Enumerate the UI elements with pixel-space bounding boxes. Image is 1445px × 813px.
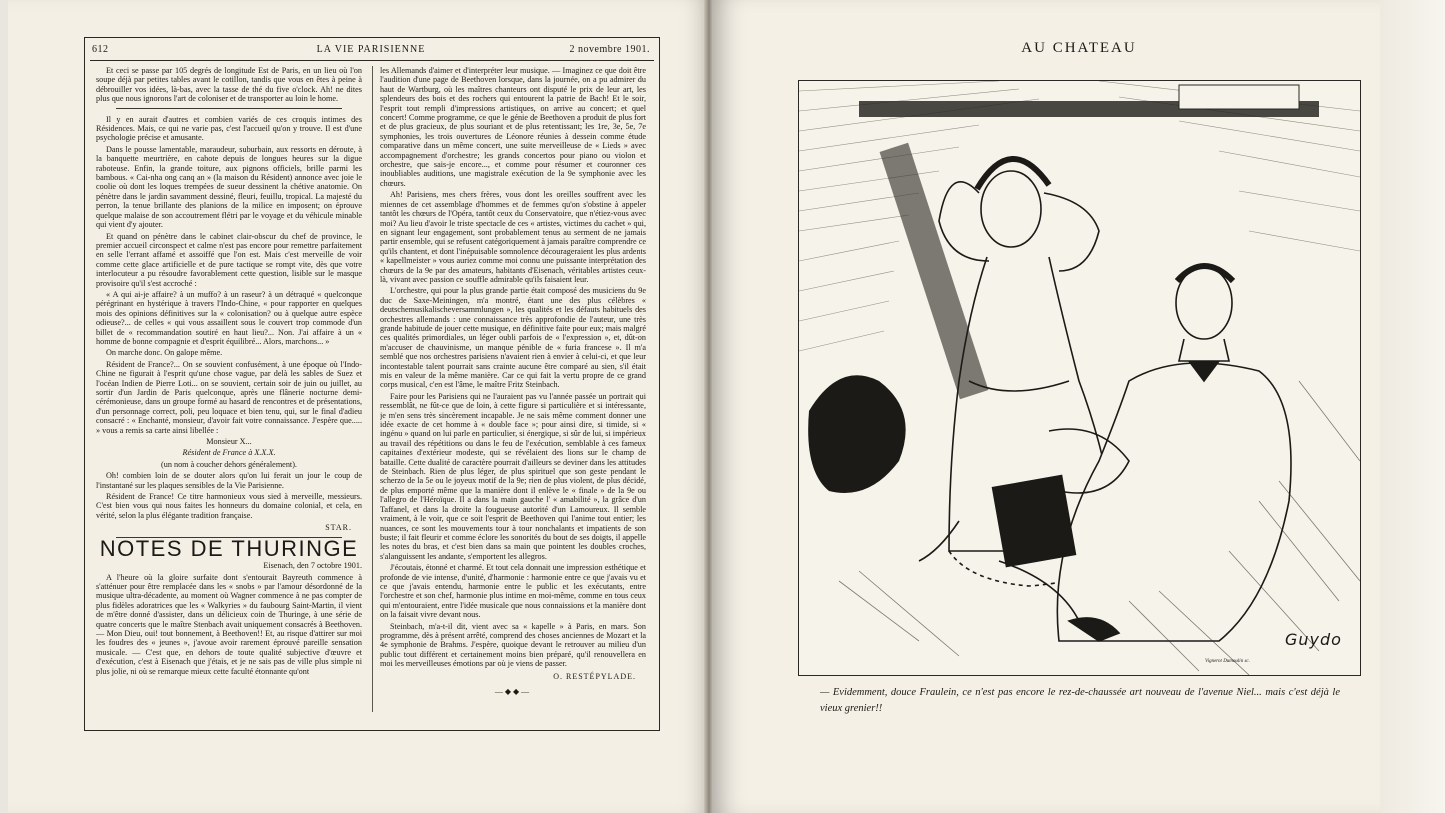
- illustration: [799, 81, 1360, 675]
- text-column-2: [380, 66, 646, 714]
- paragraph: On marche donc. On galope même.: [106, 348, 223, 358]
- page-edge: [1380, 0, 1445, 813]
- header-rule: [90, 60, 654, 61]
- plate-title: AU CHATEAU: [1021, 40, 1137, 56]
- paragraph: Résident de France! Ce titre harmonieux vous sied à merveille, messieurs. C'est bien vous qui nous faites les honneurs du domaine colonial, et cela, en vérité, selon la plus élégante tradition française.: [96, 492, 362, 520]
- section-separator: [116, 108, 342, 109]
- plate-caption: — Evidemment, douce Fraulein, ce n'est pas encore le rez-de-chaussée art nouveau de l'avenue Niel... mais c'est déjà le vieux grenier!!: [820, 687, 1340, 714]
- card-name: Monsieur X...: [206, 437, 252, 447]
- paragraph: les Allemands d'aimer et d'interpréter leur musique. — Imaginez ce que doit être l'audition d'une page de Beethoven lorsque, dans la journée, on a pu admirer du haut de Wartburg, où les maîtres chanteurs ont disputé le prix de leur art, les splendeurs des bois et des rochers qui entourent la patrie de Bach! Et le soir, l'esprit tout rempli d'impressions artistiques, on arrive au concert; et quel concert! Comme programme, ce que le génie de Beethoven a produit de plus fort et de plus gracieux, de plus souriant et de plus retentissant; les 1re, 3e, 5e, 7e symphonies, les trois ouvertures de Léonore réunies à dessein comme étude comparative dans un même concert, une suite merveilleuse de « Lieds » avec accompagnement d'orchestre; les grands concertos pour piano ou violon et orchestre, que sais-je encore..., et comme pour résumer et couronner ces inoubliables auditions, une magistrale exécution de la 9e symphonie avec les chœurs.: [380, 66, 646, 188]
- engraver-credit: Vignerot Dumoulin sc.: [1205, 659, 1250, 664]
- paragraph: Et quand on pénètre dans le cabinet clair-obscur du chef de province, le premier accueil circonspect et calme n'est pas encore pour remettre parfaitement en selle l'errant affamé et assoiffé que l'on est. Mais c'est merveille de voir comme cette glace artificielle et de pure tactique se rompt vite, dès que votre interlocuteur a pu résoudre favorablement cette question, lisible sur le masque provisoire qu'il s'est accroché :: [96, 231, 362, 288]
- page-number: 612: [92, 44, 109, 55]
- illustration-frame: [798, 80, 1361, 676]
- quote-paragraph: « A qui ai-je affaire? à un muffo? à un raseur? à un détraqué « quelconque pérégrinant en hystérique à travers l'Indo-Chine, « pour rapporter en quelques mois des opinions définitives sur la « colonisation? ou à quelque autre espèce odieuse?... de celles « qui vous assaillent sous le couvert trop commode d'un billet de « recommandation soutiré en haut lieu?... Non. J'ai affaire à un « homme de bonne compagnie et d'esprit équilibré... Alors, marchons... »: [96, 289, 362, 346]
- paragraph: Et ceci se passe par 105 degrés de longitude Est de Paris, en un lieu où l'on soupe déjà par petites tables avant le cotillon, tandis que vous en êtes à peine à débrouiller vos idées, là-bas, avec la tasse de thé du five o'clock. Ah! ne dites plus que nous ignorons l'art de coloniser et de transporter au loin le home.: [96, 66, 362, 104]
- paragraph: Oh! combien loin de se douter alors qu'on lui ferait un jour le coup de l'instantané sur les plaques sensibles de la Vie Parisienne.: [96, 471, 362, 490]
- paragraph: Il y en aurait d'autres et combien variés de ces croquis intimes des Résidences. Mais, ce qui ne varie pas, c'est l'accueil qu'on y trouve. Il est d'une psychologie précise et amusante.: [96, 114, 362, 143]
- signature-author: O. RESTÉPYLADE.: [553, 671, 636, 681]
- card-title: Résident de France à X.X.X.: [182, 448, 276, 458]
- notes-dateline: Eisenach, den 7 octobre 1901.: [263, 561, 362, 571]
- paragraph: A l'heure où la gloire surfaite dont s'entourait Bayreuth commence à s'atténuer pour être remplacée dans les « snobs » par l'amour désordonné de la musique ultra-décadente, au moment où Wagner commence à ne pas compter de plus fidèles adoratrices que les « Walkyries » du faubourg Saint-Martin, il vient de m'être donné d'assister, dans un délicieux coin de Thuringe, à une série de quatre concerts que le maître Stenbach avait uniquement consacrés à Beethoven. — Mon Dieu, oui! tout bonnement, à Beethoven!! Et, au risque d'attirer sur moi les foudres des « jeunes », j'avoue avoir rarement éprouvé pareille sensation musicale. — C'est que, en dehors de toute qualité subjective d'œuvre et d'exécution, c'est à Eisenach que j'étais, et je ne sais pas de ville plus simple ni plus jolie, ni où se remarque mieux cette faculté étonnante qu'ont: [96, 572, 362, 676]
- issue-date: 2 novembre 1901.: [569, 44, 650, 55]
- running-head: [92, 44, 650, 60]
- card-note: (un nom à coucher dehors généralement).: [161, 459, 297, 469]
- paragraph: Steinbach, m'a-t-il dit, vient avec sa « kapelle » à Paris, en mars. Son programme, dès à présent arrêté, comprend des choses anciennes de Mozart et la 4e symphonie de Brahms. J'espère, quoique devant le retrouver au milieu d'un public tout différent et certainement moins bien préparé, qu'il renouvellera en moi les merveilleuses émotions par où je viens de passer.: [380, 621, 646, 669]
- paragraph: Dans le pousse lamentable, maraudeur, suburbain, aux ressorts en déroute, à la banquette meurtrière, en cahote depuis de longues heures sur la digue raboteuse. Enfin, la grande toiture, aux pignons officiels, brille parmi les bambous. « Cai-nha ong canq an » (la maison du Résident) annonce avec joie le coolie où dont les loques trempées de sueur dessinent la chétive anatomie. On pénètre dans le jardin savamment dessiné, fleuri, feuillu, tropical. La majesté du perron, la tenue brillante des planions de la milice en imposent; on éprouve quelque malaise de son accoutrement flétri par le voyage et du véhicule minable qui vient d'y ajouter.: [96, 144, 362, 230]
- signature-star: STAR.: [325, 523, 352, 533]
- paragraph: J'écoutais, étonné et charmé. Et tout cela donnait une impression esthétique et profonde de vie intense, d'unité, d'harmonie : harmonie entre ce que j'avais vu et ce que j'avais entendu, harmonie entre le public et les exécutants, entre l'orchestre et son chef, harmonie plus intime en moi-même, comme en tous ceux qui m'entouraient, entre l'idée musicale que nous connaissions et la manière dont on la faisait vivre devant nous.: [380, 563, 646, 620]
- running-title: LA VIE PARISIENNE: [316, 44, 426, 55]
- paragraph: Résident de France?... On se souvient confusément, à une époque où l'Indo-Chine ne figurait à l'esprit qu'une chose vague, par delà les sables de Suez et l'océan Indien de Pierre Loti... on se souvient, certain soir de juin ou juillet, au sortir d'un Jardin de Paris quelconque, après une flânerie nocturne demi-cérémonieuse, dans un groupe formé au hasard de rencontres et de présentations, d'un personnage correct, poli, peu loquace et bien tenu, qui, sur le final d'adieu consacré : « Enchanté, monsieur, d'avoir fait votre connaissance. J'espère que..... » vous a remis sa carte ainsi libellée :: [96, 359, 362, 435]
- paragraph: Ah! Parisiens, mes chers frères, vous dont les oreilles souffrent avec les miennes de cet assemblage d'hommes et de femmes qu'on s'obstine à appeler tantôt les chœurs de l'Opéra, tantôt ceux du Conservatoire, que n'étiez-vous avec moi? Au lieu d'avoir le triste spectacle de ces « artistes, victimes du cachet » qui, en signant leur engagement, sont probablement tenus au serment de ne jamais partir ensemble, qui se refusent catégoriquement à jamais paraître comprendre ce qu'ils chantent, et dont l'inépuisable somnolence décourageraient les plus ardents « kapellmeister » vous auriez comme moi connu une puissante interprétation des chœurs de la 9e par des amateurs, habitants d'Eisenach, véritables artistes ceux-là, vivant avec passion ce souffle admirable qu'ils faisaient leur.: [380, 190, 646, 284]
- artist-signature: Guydo: [1285, 630, 1342, 649]
- paragraph: Faire pour les Parisiens qui ne l'auraient pas vu l'année passée un portrait qui ressemblât, ne fût-ce que de loin, à cette figure si particulière et si intéressante, je m'en sens très sincèrement incapable. Je ne sais même comment donner une idée exacte de cet homme à « double face »; pour ainsi dire, si timide, si « ingénu » quand on lui parle en particulier, si énergique, si sûr de lui, si impérieux au travail des répétitions ou dans le feu de l'exécution, semblable à ces fameux capitaines d'extérieur modeste, qui se révélaient des lions sur le champ de bataille. Cette dualité de caractère pourrait d'ailleurs se deviner dans les attitudes de Steinbach. Rien de plus léger, de plus spirituel que son geste pendant le scherzo de la 5e ou le joyeux motif de la 9e; rien de plus violent, de plus décidé, de plus emporté même que la manière dont il enlève le « finale » de la 9e ou l'allegro de l'Héroïque. Il a dans la main gauche l' « amabilité », la grâce d'un Taffanel, et dans la droite la fougueuse autorité d'un Lamoureux. Il semble vraiment, à le voir, que ce soit l'esprit de Beethoven qui l'anime tout entier; les nuances, ce sont les mouvements tour à tour nonchalants et impatients de son buste; il fait fleurir et comme éclore les sonorités du bout de ses doigts, il appelle les notes du bras, et c'est bien dans sa main que pointent les doubles croches, s'alanguissent les andante, s'emportent les allegros.: [380, 391, 646, 561]
- window: [1179, 85, 1299, 109]
- end-ornament: —◆◆—: [494, 687, 532, 696]
- column-divider: [372, 66, 373, 712]
- notes-title: NOTES DE THURINGE: [99, 535, 359, 561]
- hatching-background: [799, 81, 1360, 351]
- dark-fabric: [808, 375, 906, 493]
- attic-beam: [880, 143, 989, 400]
- paragraph: L'orchestre, qui pour la plus grande partie était composé des musiciens du 9e duc de Saxe-Meiningen, m'a montré, étant une des plus célèbres « deutschemusikalischeversammlungen », les qualités et les défauts habituels des orchestres allemands : une connaissance très approfondie de l'auteur, une très grande habitude de jouer cette musique, en définitive faite pour eux; mais malgré ces qualités primordiales, un léger oubli parfois de « l'expression », et, dût-on m'accuser de chauvinisme, un manque pénible de « furia francese ». Il m'a semblé que nos orchestres parisiens n'avaient rien à envier à celui-ci, et que leur incontestable talent pourrait sans crainte aucune être comparé au sien, s'il était mis en valeur de la même manière. Car ce qui fait la vertu propre de ce grand corps musical, c'en est l'âme, le maître Fritz Steinbach.: [380, 286, 646, 390]
- text-column-1: [96, 66, 362, 714]
